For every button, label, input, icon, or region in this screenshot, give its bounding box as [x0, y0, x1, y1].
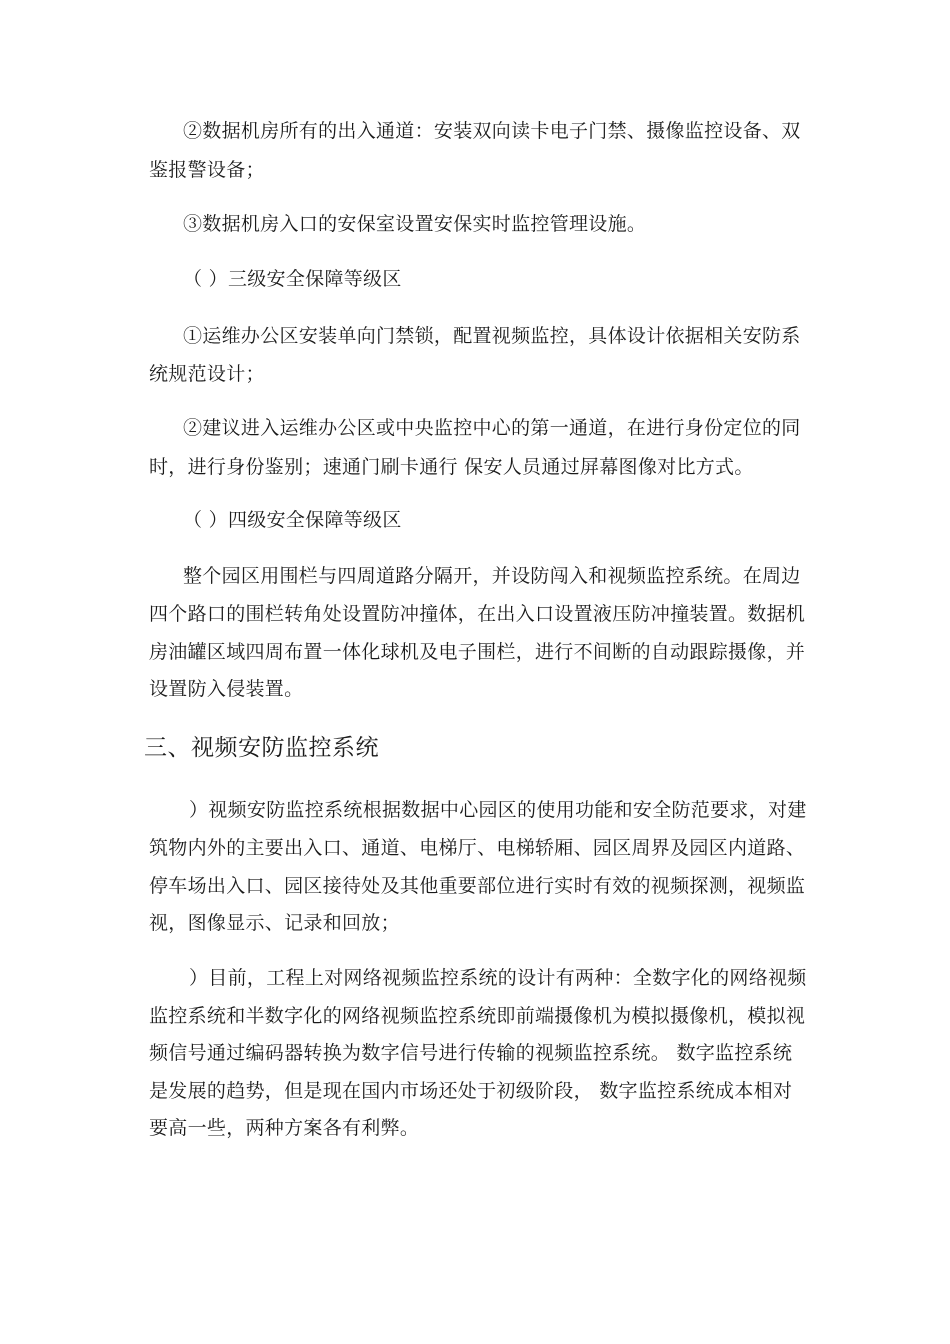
paragraph-line: ③数据机房入口的安保室设置安保实时监控管理设施。: [183, 213, 647, 235]
paragraph-line: ②数据机房所有的出入通道：安装双向读卡电子门禁、摄像监控设备、双: [183, 120, 801, 142]
paragraph-line: ①运维办公区安装单向门禁锁，配置视频监控，具体设计依据相关安防系: [183, 325, 801, 347]
paragraph-line: 房油罐区域四周布置一体化球机及电子围栏，进行不间断的自动跟踪摄像，并: [149, 641, 806, 663]
paragraph-line: 四个路口的围栏转角处设置防冲撞体，在出入口设置液压防冲撞装置。数据机: [149, 603, 806, 625]
paragraph-line: 鉴报警设备；: [149, 159, 265, 181]
paragraph-line: 监控系统和半数字化的网络视频监控系统即前端摄像机为模拟摄像机，模拟视: [149, 1005, 806, 1027]
paragraph-line: 时，进行身份鉴别；速通门刷卡通行 保安人员通过屏幕图像对比方式。: [149, 456, 754, 478]
section-heading: 三、视频安防监控系统: [144, 735, 379, 761]
paragraph-line: 是发展的趋势，但是现在国内市场还处于初级阶段， 数字监控系统成本相对: [149, 1080, 793, 1102]
paragraph-line: ）目前，工程上对网络视频监控系统的设计有两种：全数字化的网络视频: [189, 967, 807, 989]
paragraph-line: 筑物内外的主要出入口、通道、电梯厅、电梯轿厢、园区周界及园区内道路、: [149, 837, 806, 859]
paragraph-line: 频信号通过编码器转换为数字信号进行传输的视频监控系统。 数字监控系统: [149, 1042, 793, 1064]
subsection-heading: （ ）三级安全保障等级区: [183, 268, 402, 290]
paragraph-line: 视，图像显示、记录和回放；: [149, 912, 400, 934]
paragraph-line: 要高一些，两种方案各有利弊。: [149, 1117, 420, 1139]
paragraph-line: ②建议进入运维办公区或中央监控中心的第一通道，在进行身份定位的同: [183, 417, 801, 439]
paragraph-line: 停车场出入口、园区接待处及其他重要部位进行实时有效的视频探测，视频监: [149, 875, 806, 897]
paragraph-line: ）视频安防监控系统根据数据中心园区的使用功能和安全防范要求，对建: [189, 799, 807, 821]
paragraph-line: 整个园区用围栏与四周道路分隔开，并设防闯入和视频监控系统。在周边: [183, 565, 801, 587]
paragraph-line: 统规范设计；: [149, 363, 265, 385]
paragraph-line: 设置防入侵装置。: [149, 678, 304, 700]
subsection-heading: （ ）四级安全保障等级区: [183, 509, 402, 531]
